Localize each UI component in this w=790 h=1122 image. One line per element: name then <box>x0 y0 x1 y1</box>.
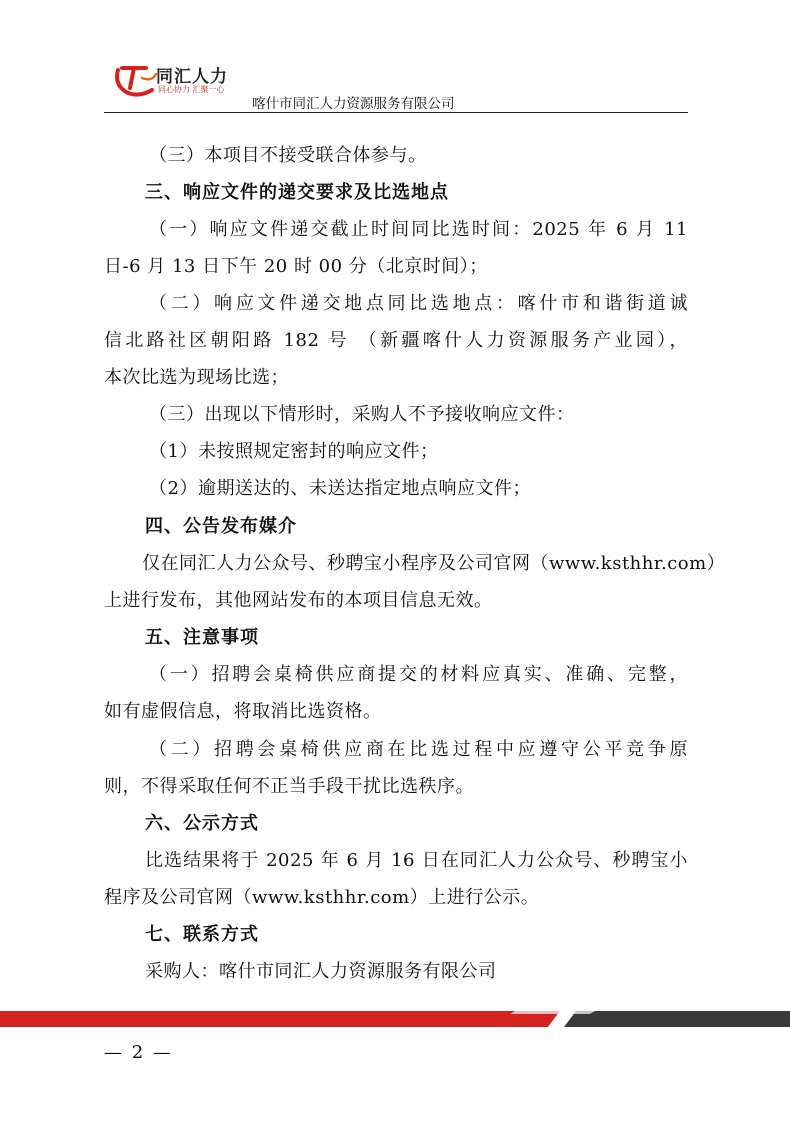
body-line: 采购人：喀什市同汇人力资源服务有限公司 <box>145 961 497 982</box>
footer-decorative-band <box>0 1008 790 1030</box>
body-line: 本次比选为现场比选； <box>104 367 289 388</box>
logo-name: 同汇人力 <box>156 67 228 87</box>
body-line: （三）出现以下情形时，采购人不予接收响应文件： <box>149 404 575 425</box>
body-line: （二）响应文件递交地点同比选地点：喀什市和谐街道诚 <box>149 293 688 314</box>
body-line: （二）招聘会桌椅供应商在比选过程中应遵守公平竞争原 <box>149 739 688 760</box>
logo-mark-icon <box>112 60 160 100</box>
logo-slogan: 同心协力 汇聚一心 <box>158 85 225 94</box>
section-heading: 六、公示方式 <box>145 813 259 834</box>
body-line: 如有虚假信息，将取消比选资格。 <box>104 701 382 722</box>
body-line: （一）招聘会桌椅供应商提交的材料应真实、准确、完整， <box>149 664 688 685</box>
section-heading: 七、联系方式 <box>145 924 259 945</box>
section-heading: 四、公告发布媒介 <box>145 516 297 537</box>
body-line: （三）本项目不接受联合体参与。 <box>149 145 427 166</box>
footer-band-graphic <box>0 1008 790 1030</box>
body-line: 程序及公司官网（www.ksthhr.com）上进行公示。 <box>104 887 540 908</box>
body-line: （1）未按照规定密封的响应文件； <box>149 441 439 462</box>
body-line: 日-6 月 13 日下午 20 时 00 分（北京时间）； <box>104 256 488 277</box>
body-line: 仅在同汇人力公众号、秒聘宝小程序及公司官网（www.ksthhr.com） <box>142 553 726 574</box>
section-heading: 五、注意事项 <box>145 627 259 648</box>
body-line: 则，不得采取任何不正当手段干扰比选秩序。 <box>104 776 474 797</box>
body-line: （2）逾期送达的、未送达指定地点响应文件； <box>149 478 531 499</box>
body-line: 上进行发布，其他网站发布的本项目信息无效。 <box>104 590 493 611</box>
header-divider <box>104 112 688 113</box>
page-number: — 2 — <box>104 1042 173 1063</box>
header-company-name: 喀什市同汇人力资源服务有限公司 <box>252 96 455 112</box>
body-line: （一）响应文件递交截止时间同比选时间：2025 年 6 月 11 <box>149 219 688 240</box>
body-line: 信北路社区朝阳路 182 号 （新疆喀什人力资源服务产业园）， <box>104 330 688 351</box>
body-line: 比选结果将于 2025 年 6 月 16 日在同汇人力公众号、秒聘宝小 <box>145 850 688 871</box>
section-heading: 三、响应文件的递交要求及比选地点 <box>145 182 449 203</box>
